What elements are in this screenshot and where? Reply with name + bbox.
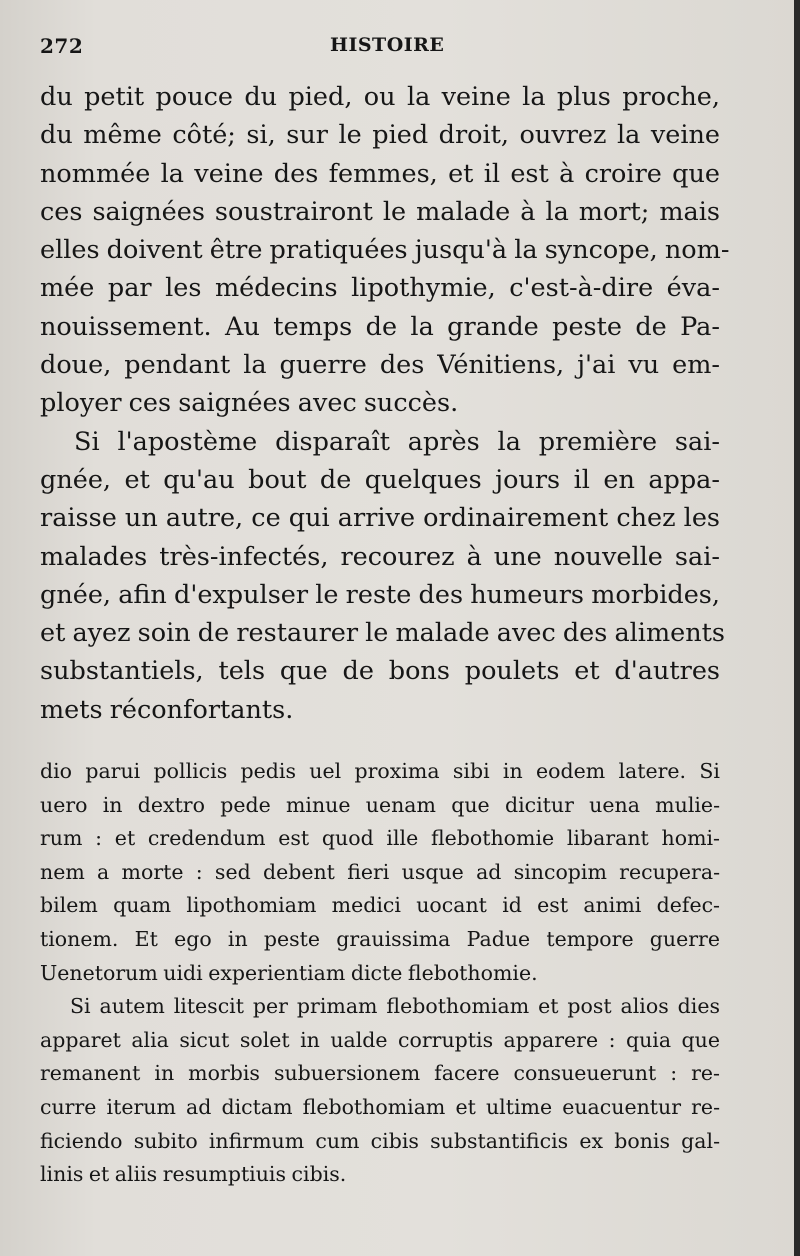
text-line: ployer ces saignées avec succès. — [40, 388, 459, 419]
text-line: ficiendo subito infirmum cum cibis substantificis ex bonis gal- — [40, 1128, 720, 1153]
text-line: dio parui pollicis pedis uel proxima sibi in eodem latere. Si — [40, 759, 720, 783]
text-line: nommée la veine des femmes, et il est à croire que — [40, 158, 720, 189]
text-line: tionem. Et ego in peste grauissima Padue tempore guerre — [40, 926, 720, 951]
text-line: du petit pouce du pied, ou la veine la plus proche, — [40, 82, 720, 112]
text-line: apparet alia sicut solet in ualde corruptis apparere : quia que — [40, 1027, 720, 1052]
text-line: du même côté; si, sur le pied droit, ouvrez la veine — [40, 120, 720, 151]
text-line: gnée, et qu'au bout de quelques jours il en appa- — [40, 464, 720, 495]
text-line: rum : et credendum est quod ille flebothomie libarant homi- — [40, 826, 720, 851]
text-line: doue, pendant la guerre des Vénitiens, j'ai vu em- — [40, 350, 720, 381]
text-line: mets réconfortants. — [40, 694, 294, 725]
text-line: malades très-infectés, recourez à une nouvelle sai- — [40, 541, 720, 572]
text-line: elles doivent être pratiquées jusqu'à la syncope, nom- — [40, 235, 730, 266]
text-line: Si autem litescit per primam flebothomiam et post alios dies — [70, 994, 720, 1019]
text-line: gnée, afin d'expulser le reste des humeurs morbides, — [40, 579, 720, 610]
page-number: 272 — [40, 34, 84, 58]
text-line: uero in dextro pede minue uenam que dicitur uena mulie- — [40, 792, 720, 817]
french-translation — [40, 78, 730, 729]
text-line: bilem quam lipothomiam medici uocant id est animi defec- — [40, 893, 720, 918]
text-line: ces saignées soustrairont le malade à la mort; mais — [40, 196, 720, 227]
latin-original-text — [40, 755, 720, 1192]
text-line: Uenetorum uidi experientiam dicte flebothomie. — [40, 960, 538, 985]
text-line: mée par les médecins lipothymie, c'est-à-dire éva- — [40, 273, 720, 304]
text-line: curre iterum ad dictam flebothomiam et ultime euacuentur re- — [40, 1094, 720, 1119]
page-header — [0, 34, 800, 64]
text-line: et ayez soin de restaurer le malade avec des aliments — [40, 618, 725, 649]
text-line: raisse un autre, ce qui arrive ordinairement chez les — [40, 503, 720, 534]
text-line: nouissement. Au temps de la grande peste de Pa- — [40, 311, 720, 342]
text-line: nem a morte : sed debent fieri usque ad sincopim recupera- — [40, 859, 720, 884]
running-head: HISTOIRE — [330, 34, 445, 56]
text-line: linis et aliis resumptiuis cibis. — [40, 1162, 347, 1187]
text-line: Si l'apostème disparaît après la première sai- — [74, 426, 720, 457]
text-line: substantiels, tels que de bons poulets et d'autres — [40, 656, 720, 687]
text-line: remanent in morbis subuersionem facere consueuerunt : re- — [40, 1061, 720, 1086]
page-edge-shadow — [794, 0, 800, 1256]
